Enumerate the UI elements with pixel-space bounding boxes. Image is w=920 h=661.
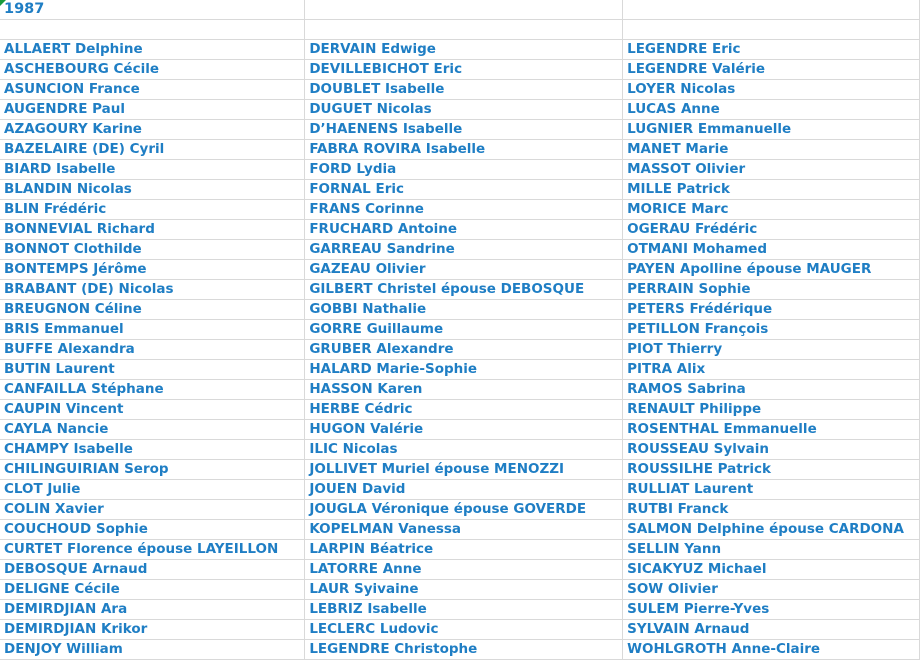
name-cell[interactable]: DEMIRDJIAN Krikor: [0, 620, 305, 640]
cell-corner-marker: [0, 0, 6, 6]
name-cell[interactable]: BAZELAIRE (DE) Cyril: [0, 140, 305, 160]
name-cell[interactable]: HALARD Marie-Sophie: [305, 360, 623, 380]
name-cell[interactable]: SOW Olivier: [623, 580, 920, 600]
table-row: [0, 120, 920, 140]
name-cell[interactable]: JOUEN David: [305, 480, 623, 500]
table-row: [0, 500, 920, 520]
name-cell[interactable]: CLOT Julie: [0, 480, 305, 500]
table-row: [0, 620, 920, 640]
table-row: [0, 180, 920, 200]
name-cell[interactable]: LUGNIER Emmanuelle: [623, 120, 920, 140]
name-cell[interactable]: PAYEN Apolline épouse MAUGER: [623, 260, 920, 280]
name-cell[interactable]: DEVILLEBICHOT Eric: [305, 60, 623, 80]
name-cell[interactable]: COUCHOUD Sophie: [0, 520, 305, 540]
name-cell[interactable]: DELIGNE Cécile: [0, 580, 305, 600]
name-cell[interactable]: SICAKYUZ Michael: [623, 560, 920, 580]
table-row: [0, 300, 920, 320]
name-cell[interactable]: BREUGNON Céline: [0, 300, 305, 320]
name-cell[interactable]: BRIS Emmanuel: [0, 320, 305, 340]
name-cell[interactable]: GOBBI Nathalie: [305, 300, 623, 320]
table-row: [0, 100, 920, 120]
name-cell[interactable]: DOUBLET Isabelle: [305, 80, 623, 100]
name-cell[interactable]: FRANS Corinne: [305, 200, 623, 220]
name-cell[interactable]: FORD Lydia: [305, 160, 623, 180]
name-cell[interactable]: LATORRE Anne: [305, 560, 623, 580]
name-cell[interactable]: SALMON Delphine épouse CARDONA: [623, 520, 920, 540]
name-cell[interactable]: CHAMPY Isabelle: [0, 440, 305, 460]
name-cell[interactable]: DUGUET Nicolas: [305, 100, 623, 120]
name-cell[interactable]: GAZEAU Olivier: [305, 260, 623, 280]
name-cell[interactable]: GARREAU Sandrine: [305, 240, 623, 260]
name-cell[interactable]: LECLERC Ludovic: [305, 620, 623, 640]
table-row: [0, 220, 920, 240]
name-cell[interactable]: PETILLON François: [623, 320, 920, 340]
name-cell[interactable]: HUGON Valérie: [305, 420, 623, 440]
name-cell[interactable]: LARPIN Béatrice: [305, 540, 623, 560]
table-row: [0, 460, 920, 480]
name-cell[interactable]: JOUGLA Véronique épouse GOVERDE: [305, 500, 623, 520]
name-cell[interactable]: BLANDIN Nicolas: [0, 180, 305, 200]
table-row: [0, 140, 920, 160]
table-row: [0, 260, 920, 280]
name-cell[interactable]: AUGENDRE Paul: [0, 100, 305, 120]
name-cell[interactable]: KOPELMAN Vanessa: [305, 520, 623, 540]
name-cell[interactable]: ALLAERT Delphine: [0, 40, 305, 60]
name-cell[interactable]: BRABANT (DE) Nicolas: [0, 280, 305, 300]
table-row: [0, 240, 920, 260]
name-cell[interactable]: BONNEVIAL Richard: [0, 220, 305, 240]
name-cell[interactable]: LEGENDRE Christophe: [305, 640, 623, 660]
table-row: [0, 420, 920, 440]
name-cell[interactable]: BUTIN Laurent: [0, 360, 305, 380]
name-cell[interactable]: FORNAL Eric: [305, 180, 623, 200]
table-row: [0, 580, 920, 600]
name-cell[interactable]: LEBRIZ Isabelle: [305, 600, 623, 620]
name-cell[interactable]: DEBOSQUE Arnaud: [0, 560, 305, 580]
empty-cell[interactable]: [305, 20, 623, 40]
name-cell[interactable]: OGERAU Frédéric: [623, 220, 920, 240]
name-cell[interactable]: AZAGOURY Karine: [0, 120, 305, 140]
name-cell[interactable]: LEGENDRE Valérie: [623, 60, 920, 80]
name-cell[interactable]: PETERS Frédérique: [623, 300, 920, 320]
table-row: [0, 40, 920, 60]
table-row: [0, 640, 920, 660]
table-row: [0, 520, 920, 540]
table-row: [0, 60, 920, 80]
name-cell[interactable]: CHILINGUIRIAN Serop: [0, 460, 305, 480]
name-cell[interactable]: CAUPIN Vincent: [0, 400, 305, 420]
table-row: [0, 80, 920, 100]
name-cell[interactable]: HASSON Karen: [305, 380, 623, 400]
table-row: [0, 540, 920, 560]
name-cell[interactable]: MILLE Patrick: [623, 180, 920, 200]
name-cell[interactable]: ASUNCION France: [0, 80, 305, 100]
name-cell[interactable]: DERVAIN Edwige: [305, 40, 623, 60]
table-row: [0, 440, 920, 460]
table-row: [0, 360, 920, 380]
table-row: [0, 560, 920, 580]
name-cell[interactable]: PITRA Alix: [623, 360, 920, 380]
table-row: [0, 200, 920, 220]
empty-cell[interactable]: [305, 0, 623, 20]
table-row: [0, 380, 920, 400]
table-row: [0, 600, 920, 620]
name-cell[interactable]: GILBERT Christel épouse DEBOSQUE: [305, 280, 623, 300]
name-cell[interactable]: MORICE Marc: [623, 200, 920, 220]
table-row: [0, 320, 920, 340]
year-cell[interactable]: 1987: [0, 0, 305, 20]
name-cell[interactable]: FABRA ROVIRA Isabelle: [305, 140, 623, 160]
name-cell[interactable]: COLIN Xavier: [0, 500, 305, 520]
name-cell[interactable]: BLIN Frédéric: [0, 200, 305, 220]
empty-cell[interactable]: [623, 0, 920, 20]
name-cell[interactable]: GRUBER Alexandre: [305, 340, 623, 360]
name-cell[interactable]: ROUSSEAU Sylvain: [623, 440, 920, 460]
table-row: [0, 280, 920, 300]
name-cell[interactable]: ROUSSILHE Patrick: [623, 460, 920, 480]
name-cell[interactable]: BONTEMPS Jérôme: [0, 260, 305, 280]
blank-row: [0, 20, 920, 40]
name-cell[interactable]: DEMIRDJIAN Ara: [0, 600, 305, 620]
name-cell[interactable]: RENAULT Philippe: [623, 400, 920, 420]
name-cell[interactable]: BUFFE Alexandra: [0, 340, 305, 360]
name-cell[interactable]: LUCAS Anne: [623, 100, 920, 120]
name-cell[interactable]: BIARD Isabelle: [0, 160, 305, 180]
name-cell[interactable]: PIOT Thierry: [623, 340, 920, 360]
name-cell[interactable]: GORRE Guillaume: [305, 320, 623, 340]
name-cell[interactable]: D’HAENENS Isabelle: [305, 120, 623, 140]
name-cell[interactable]: MANET Marie: [623, 140, 920, 160]
name-cell[interactable]: RULLIAT Laurent: [623, 480, 920, 500]
name-cell[interactable]: MASSOT Olivier: [623, 160, 920, 180]
name-cell[interactable]: HERBE Cédric: [305, 400, 623, 420]
table-row: [0, 400, 920, 420]
name-cell[interactable]: SYLVAIN Arnaud: [623, 620, 920, 640]
name-cell[interactable]: LAUR Syivaine: [305, 580, 623, 600]
name-cell[interactable]: CAYLA Nancie: [0, 420, 305, 440]
name-cell[interactable]: CURTET Florence épouse LAYEILLON: [0, 540, 305, 560]
title-row: [0, 0, 920, 20]
name-cell[interactable]: ROSENTHAL Emmanuelle: [623, 420, 920, 440]
name-cell[interactable]: CANFAILLA Stéphane: [0, 380, 305, 400]
name-cell[interactable]: PERRAIN Sophie: [623, 280, 920, 300]
name-cell[interactable]: SELLIN Yann: [623, 540, 920, 560]
name-cell[interactable]: BONNOT Clothilde: [0, 240, 305, 260]
empty-cell[interactable]: [0, 20, 305, 40]
name-cell[interactable]: FRUCHARD Antoine: [305, 220, 623, 240]
name-cell[interactable]: ASCHEBOURG Cécile: [0, 60, 305, 80]
name-cell[interactable]: ILIC Nicolas: [305, 440, 623, 460]
table-row: [0, 480, 920, 500]
name-cell[interactable]: DENJOY William: [0, 640, 305, 660]
empty-cell[interactable]: [623, 20, 920, 40]
table-row: [0, 160, 920, 180]
name-cell[interactable]: RUTBI Franck: [623, 500, 920, 520]
name-cell[interactable]: WOHLGROTH Anne-Claire: [623, 640, 920, 660]
table-row: [0, 340, 920, 360]
name-cell[interactable]: LEGENDRE Eric: [623, 40, 920, 60]
name-cell[interactable]: LOYER Nicolas: [623, 80, 920, 100]
name-cell[interactable]: OTMANI Mohamed: [623, 240, 920, 260]
name-cell[interactable]: RAMOS Sabrina: [623, 380, 920, 400]
name-cell[interactable]: SULEM Pierre-Yves: [623, 600, 920, 620]
name-cell[interactable]: JOLLIVET Muriel épouse MENOZZI: [305, 460, 623, 480]
